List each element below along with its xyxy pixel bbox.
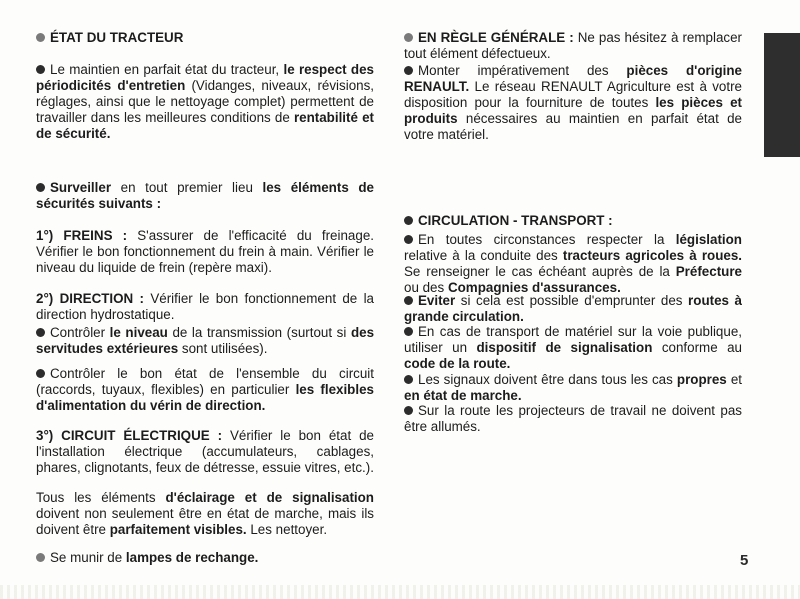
paragraph-pieces bbox=[404, 63, 742, 143]
bold-run: propres bbox=[676, 372, 727, 387]
text-run: En cas de transport de matériel sur la voie publique, utiliser un bbox=[404, 324, 742, 355]
paragraph-projecteurs bbox=[404, 403, 742, 435]
paragraph-eclairage bbox=[36, 490, 374, 538]
text-run: ou des bbox=[404, 280, 448, 295]
bold-run: routes à grande circulation. bbox=[404, 293, 742, 324]
text-run: Tous les éléments bbox=[36, 490, 166, 505]
bullet-icon bbox=[404, 33, 413, 42]
circulation-title: CIRCULATION - TRANSPORT : bbox=[418, 213, 613, 228]
paragraph-lampes bbox=[36, 550, 374, 566]
paragraph-transport bbox=[404, 324, 742, 372]
bold-run: 3°) CIRCUIT ÉLECTRIQUE : bbox=[36, 428, 223, 443]
transport-text bbox=[404, 324, 742, 371]
lampes-text bbox=[50, 550, 258, 565]
legislation-text bbox=[404, 232, 742, 295]
bold-run: les flexibles d'alimentation du vérin de direction. bbox=[36, 382, 374, 413]
bold-run: des servitudes extérieures bbox=[36, 325, 375, 356]
bullet-icon bbox=[404, 327, 413, 336]
bullet-icon bbox=[404, 406, 413, 415]
text-run: Ne pas hésitez à remplacer tout élément défectueux. bbox=[404, 30, 742, 61]
pieces-text bbox=[404, 63, 742, 142]
bullet-icon bbox=[36, 183, 45, 192]
bullet-icon bbox=[404, 235, 413, 244]
bold-run: 2°) DIRECTION : bbox=[36, 291, 145, 306]
bold-run: Compagnies d'assurances. bbox=[447, 280, 621, 295]
paragraph-legislation bbox=[404, 232, 742, 296]
text-run: Les nettoyer. bbox=[246, 522, 328, 537]
bold-run: lampes de rechange. bbox=[125, 550, 259, 565]
bullet-icon bbox=[404, 296, 413, 305]
paragraph-surveiller bbox=[36, 180, 374, 212]
edge-tab bbox=[764, 33, 800, 157]
bullet-icon bbox=[404, 375, 413, 384]
bold-run: les pièces et produits bbox=[404, 95, 742, 126]
paragraph-eviter bbox=[404, 293, 742, 325]
bold-run: les éléments de sécurités suivants : bbox=[36, 180, 374, 211]
bold-run: tracteurs agricoles à roues. bbox=[562, 248, 743, 263]
bold-run: Préfecture bbox=[675, 264, 742, 279]
bullet-icon bbox=[36, 369, 45, 378]
bullet-icon bbox=[36, 33, 45, 42]
text-run: Contrôler bbox=[50, 325, 110, 340]
text-run: (Vidanges, niveaux, révisions, réglages, ainsi que le nettoyage complet) permettent de travailler dans les meilleures conditions de bbox=[36, 78, 375, 125]
text-run: Monter impérativement des bbox=[418, 63, 627, 78]
paragraph-direction bbox=[36, 291, 374, 323]
bullet-icon bbox=[404, 216, 413, 225]
bold-run: Eviter bbox=[418, 293, 456, 308]
surveiller-text bbox=[36, 180, 374, 211]
bold-run: rentabilité et de sécurité. bbox=[36, 110, 374, 141]
regle-text bbox=[404, 30, 742, 61]
section-etat-tracteur bbox=[36, 30, 374, 46]
paragraph-freins bbox=[36, 228, 374, 276]
eviter-text bbox=[404, 293, 742, 324]
bold-run: pièces d'origine RENAULT. bbox=[404, 63, 742, 94]
bold-run: le niveau bbox=[109, 325, 168, 340]
bold-run: Surveiller bbox=[50, 180, 112, 195]
bold-run: 1°) FREINS : bbox=[36, 228, 128, 243]
freins-text bbox=[36, 228, 374, 275]
projecteurs-text bbox=[404, 403, 742, 434]
bold-run: en état de marche. bbox=[404, 388, 522, 403]
text-run: Le maintien en parfait état du tracteur, bbox=[50, 62, 284, 77]
paragraph-niveau bbox=[36, 325, 374, 357]
entretien-text bbox=[36, 62, 374, 141]
text-run: Vérifier le bon fonctionnement de la direction hydrostatique. bbox=[36, 291, 374, 322]
niveau-text bbox=[36, 325, 374, 356]
bullet-icon bbox=[36, 553, 45, 562]
bold-run: code de la route. bbox=[404, 356, 511, 371]
paragraph-electrique bbox=[36, 428, 374, 476]
scan-edge bbox=[0, 585, 800, 599]
text-run: doivent non seulement être en état de marche, mais ils doivent être bbox=[36, 506, 374, 537]
text-run: Contrôler le bon état de l'ensemble du circuit (raccords, tuyaux, flexibles) en particulier bbox=[36, 366, 374, 397]
bold-run: dispositif de signalisation bbox=[476, 340, 653, 355]
paragraph-regle-generale bbox=[404, 30, 742, 62]
text-run: en tout premier lieu bbox=[111, 180, 263, 195]
text-run: si cela est possible d'emprunter des bbox=[455, 293, 689, 308]
electrique-text bbox=[36, 428, 374, 475]
text-run: sont utilisées). bbox=[178, 341, 268, 356]
text-run: Sur la route les projecteurs de travail ne doivent pas être allumés. bbox=[404, 403, 742, 434]
direction-text bbox=[36, 291, 374, 322]
text-run: S'assurer de l'efficacité du freinage. Vérifier le bon fonctionnement du frein à main. Vérifier le niveau du liquide de frein (repère maxi). bbox=[36, 228, 374, 275]
paragraph-circuit bbox=[36, 366, 374, 414]
bold-run: le respect des périodicités d'entretien bbox=[36, 62, 374, 93]
text-run: Se renseigner le cas échéant auprès de la bbox=[404, 264, 676, 279]
bold-run: d'éclairage et de signalisation bbox=[165, 490, 374, 505]
section-circulation bbox=[404, 213, 742, 229]
bold-run: législation bbox=[675, 232, 742, 247]
eclairage-text bbox=[36, 490, 374, 537]
bullet-icon bbox=[404, 66, 413, 75]
bold-run: EN RÈGLE GÉNÉRALE : bbox=[418, 30, 574, 45]
circuit-text bbox=[36, 366, 374, 413]
text-run: En toutes circonstances respecter la bbox=[418, 232, 676, 247]
bullet-icon bbox=[36, 65, 45, 74]
text-run: Le réseau RENAULT Agriculture est à votre disposition pour la fourniture de toutes bbox=[404, 79, 742, 110]
etat-tracteur-title: ÉTAT DU TRACTEUR bbox=[50, 30, 184, 45]
text-run: conforme au bbox=[652, 340, 743, 355]
bold-run: parfaitement visibles. bbox=[109, 522, 247, 537]
text-run: de la transmission (surtout si bbox=[167, 325, 351, 340]
text-run: nécessaires au maintien en parfait état de votre matériel. bbox=[404, 111, 742, 142]
paragraph-entretien bbox=[36, 62, 374, 142]
text-run: Se munir de bbox=[50, 550, 126, 565]
text-run: Les signaux doivent être dans tous les cas bbox=[418, 372, 677, 387]
text-run: Vérifier le bon état de l'installation électrique (accumulateurs, cablages, phares, clignotants, feux de détresse, essuie vitres, etc.). bbox=[36, 428, 374, 475]
signaux-text bbox=[404, 372, 742, 403]
text-run: relative à la conduite des bbox=[404, 248, 563, 263]
text-run: et bbox=[726, 372, 742, 387]
bullet-icon bbox=[36, 328, 45, 337]
page-number: 5 bbox=[740, 552, 749, 569]
paragraph-signaux bbox=[404, 372, 742, 404]
